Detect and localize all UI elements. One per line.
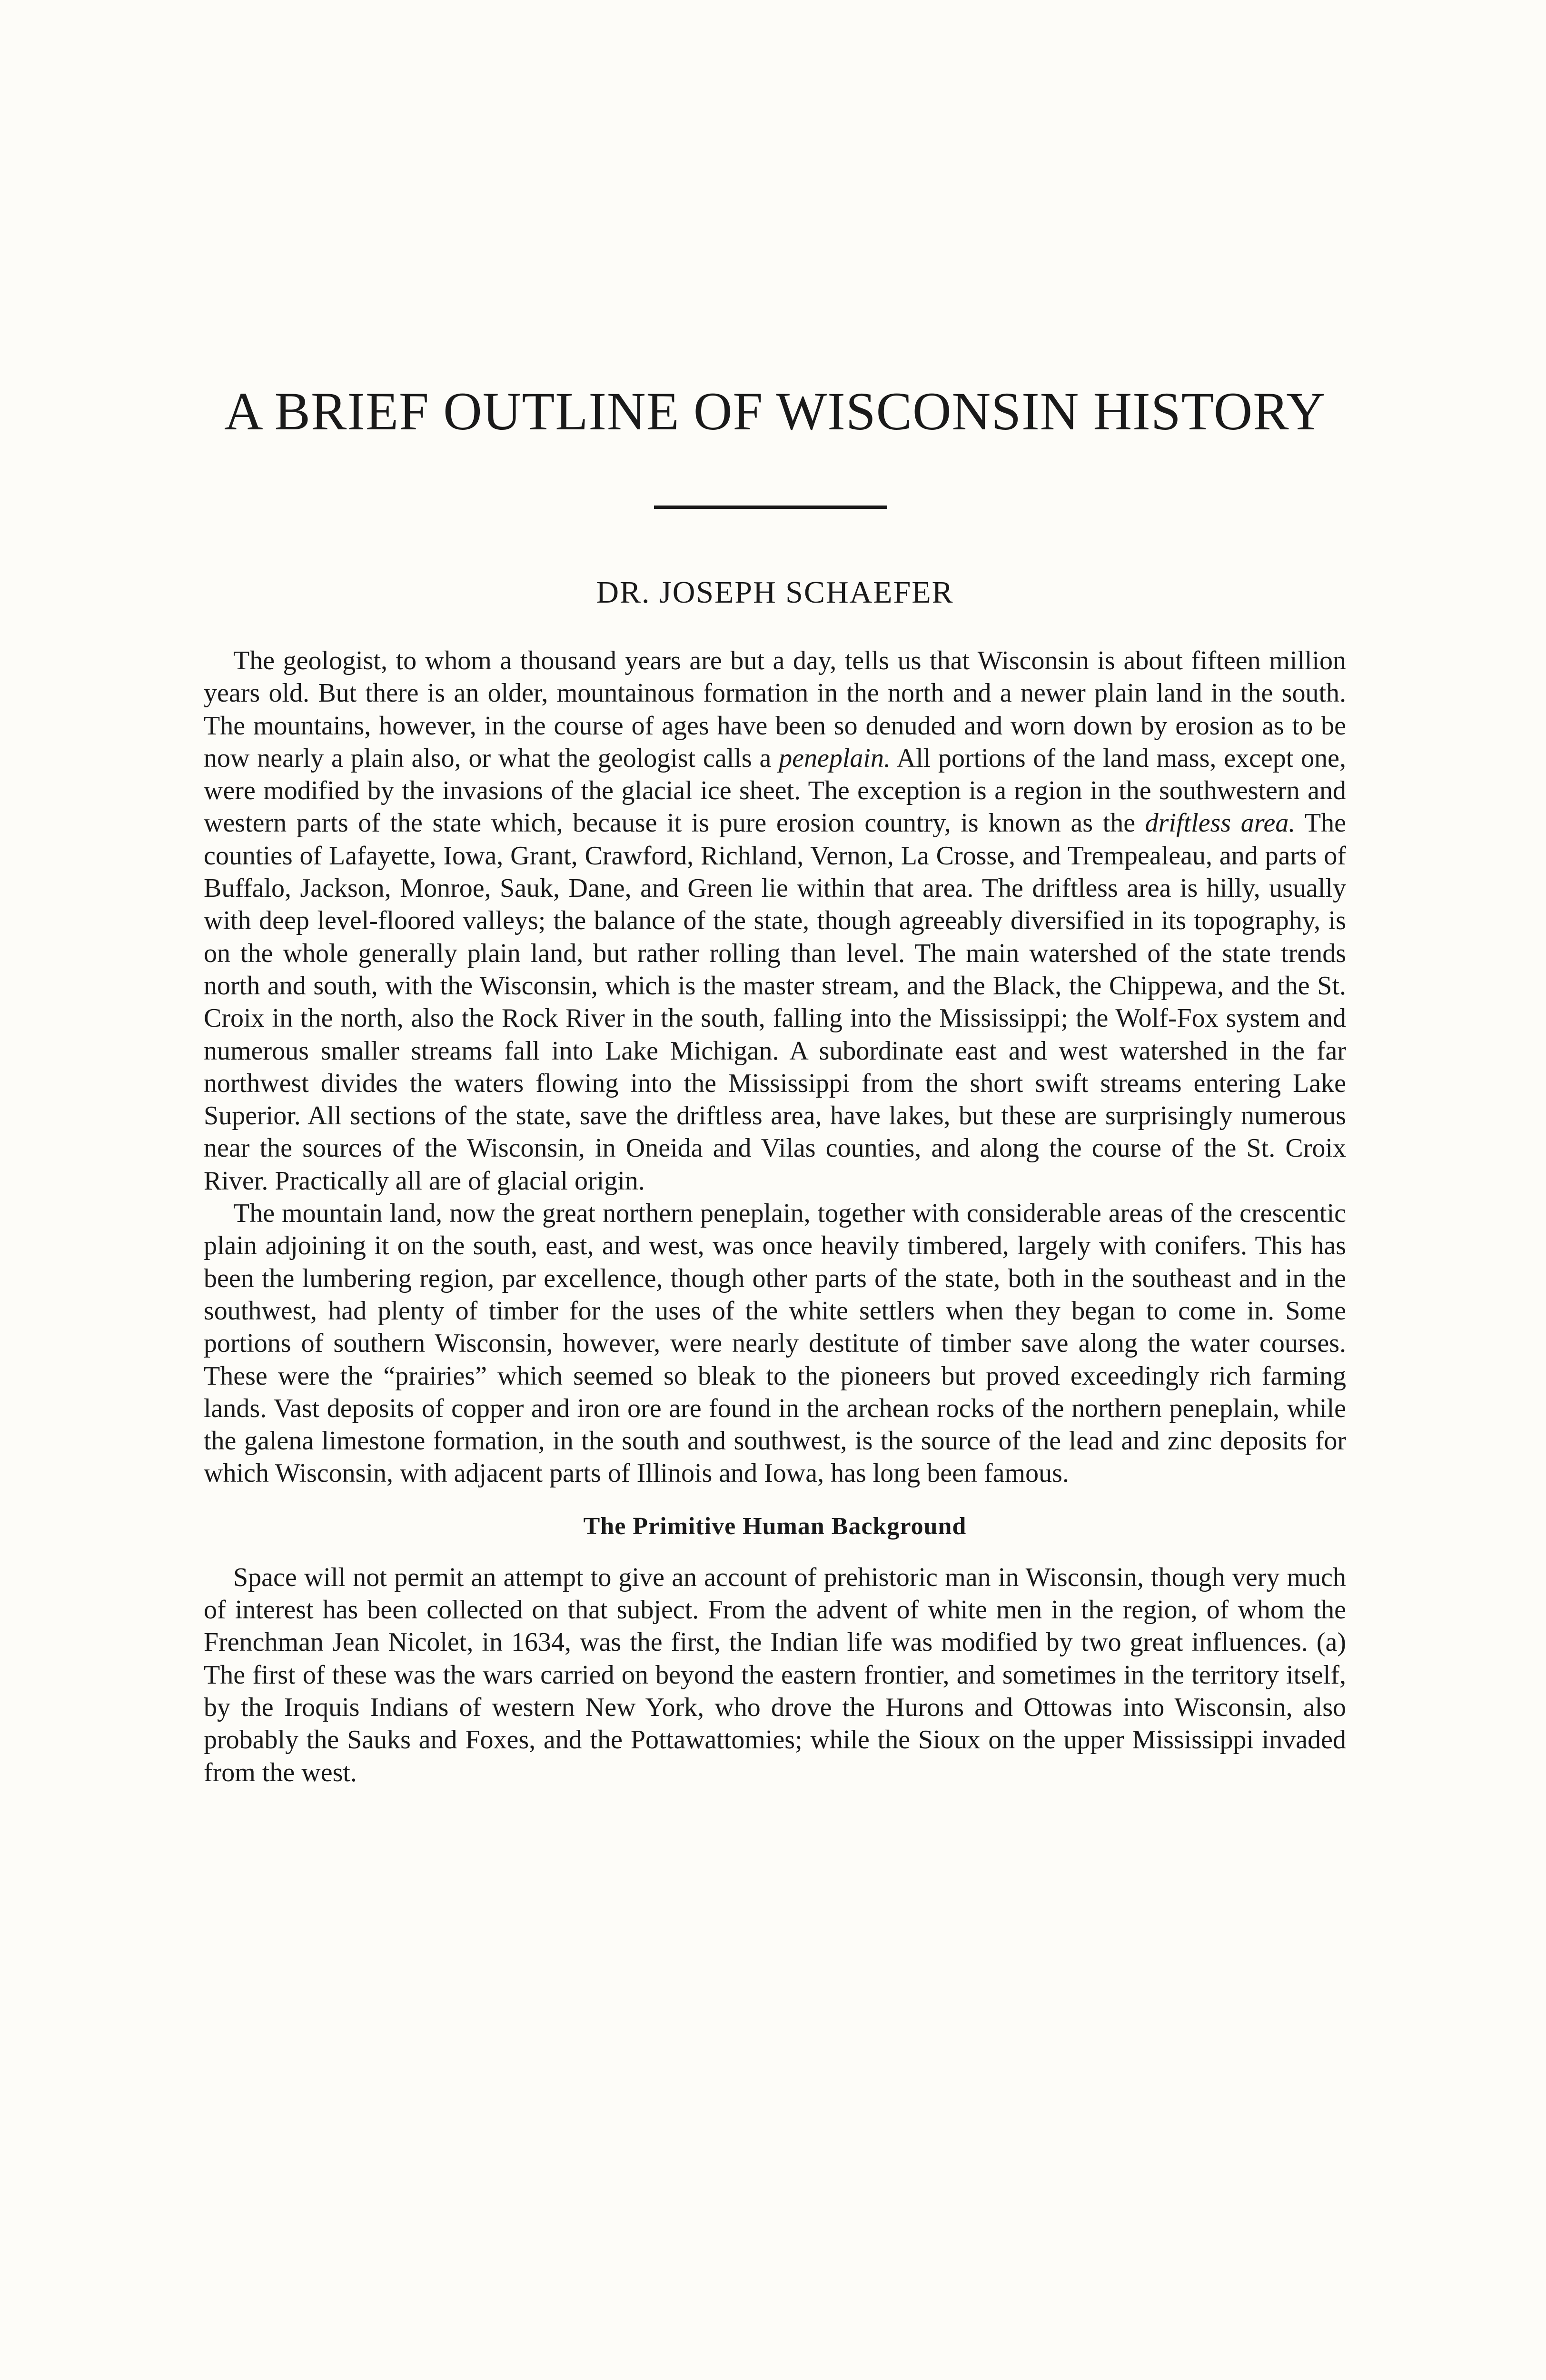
author-byline: DR. JOSEPH SCHAEFER <box>596 575 954 610</box>
document-title: A BRIEF OUTLINE OF WISCONSIN HISTORY <box>224 382 1326 441</box>
section-heading: The Primitive Human Background <box>583 1512 967 1540</box>
paragraph-text: All portions of the land mass, except one, were modified by the invasions of the glacial ice sheet. The exception is a region in the southwestern and western parts of the state which, because it is pure erosion country, is known as the <box>204 743 1346 838</box>
paragraph-text: The geologist, to whom a thousand years are but a day, tells us that Wisconsin is about fifteen million years old. But there is an older, mountainous formation in the north and a newer plain land in the south. The mountains, however, in the course of ages have been so denuded and worn down by erosion as to be now nearly a plain also, or what the geologist calls a <box>204 646 1346 773</box>
title-divider <box>654 506 887 509</box>
italic-term: driftless area. <box>1145 808 1296 838</box>
body-paragraph <box>204 645 1346 1197</box>
italic-term: peneplain. <box>779 743 891 773</box>
article-body <box>204 645 1346 1789</box>
paragraph-text: The counties of Lafayette, Iowa, Grant, Crawford, Richland, Vernon, La Crosse, and Trempealeau, and parts of Buffalo, Jackson, Monroe, Sauk, Dane, and Green lie within that area. The driftless area is hilly, usually with deep level-floored valleys; the balance of the state, though agreeably diversified in its topography, is on the whole generally plain land, but rather rolling than level. The main watershed of the state trends north and south, with the Wisconsin, which is the master stream, and the Black, the Chippewa, and the St. Croix in the north, also the Rock River in the south, falling into the Mississippi; the Wolf-Fox system and numerous smaller streams fall into Lake Michigan. A subordinate east and west watershed in the far northwest divides the waters flowing into the Mississippi from the short swift streams entering Lake Superior. All sections of the state, save the driftless area, have lakes, but these are surprisingly numerous near the sources of the Wisconsin, in Oneida and Vilas counties, and along the course of the St. Croix River. Practically all are of glacial origin. <box>204 808 1346 1196</box>
body-paragraph: Space will not permit an attempt to give an account of prehistoric man in Wisconsin, though very much of interest has been collected on that subject. From the advent of white men in the region, of whom the Frenchman Jean Nicolet, in 1634, was the first, the Indian life was modified by two great influences. (a) The first of these was the wars carried on beyond the eastern frontier, and sometimes in the territory itself, by the Iroquis Indians of western New York, who drove the Hurons and Ottowas into Wisconsin, also probably the Sauks and Foxes, and the Pottawattomies; while the Sioux on the upper Mississippi invaded from the west. <box>204 1562 1346 1787</box>
body-paragraph: The mountain land, now the great northern peneplain, together with considerable areas of the crescentic plain adjoining it on the south, east, and west, was once heavily timbered, largely with conifers. This has been the lumbering region, par excellence, though other parts of the state, both in the southeast and in the southwest, had plenty of timber for the uses of the white settlers when they began to come in. Some portions of southern Wisconsin, however, were nearly destitute of timber save along the water courses. These were the “prairies” which seemed so bleak to the pioneers but proved exceedingly rich farming lands. Vast deposits of copper and iron ore are found in the archean rocks of the northern peneplain, while the galena limestone formation, in the south and southwest, is the source of the lead and zinc deposits for which Wisconsin, with adjacent parts of Illinois and Iowa, has long been famous. <box>204 1199 1346 1488</box>
